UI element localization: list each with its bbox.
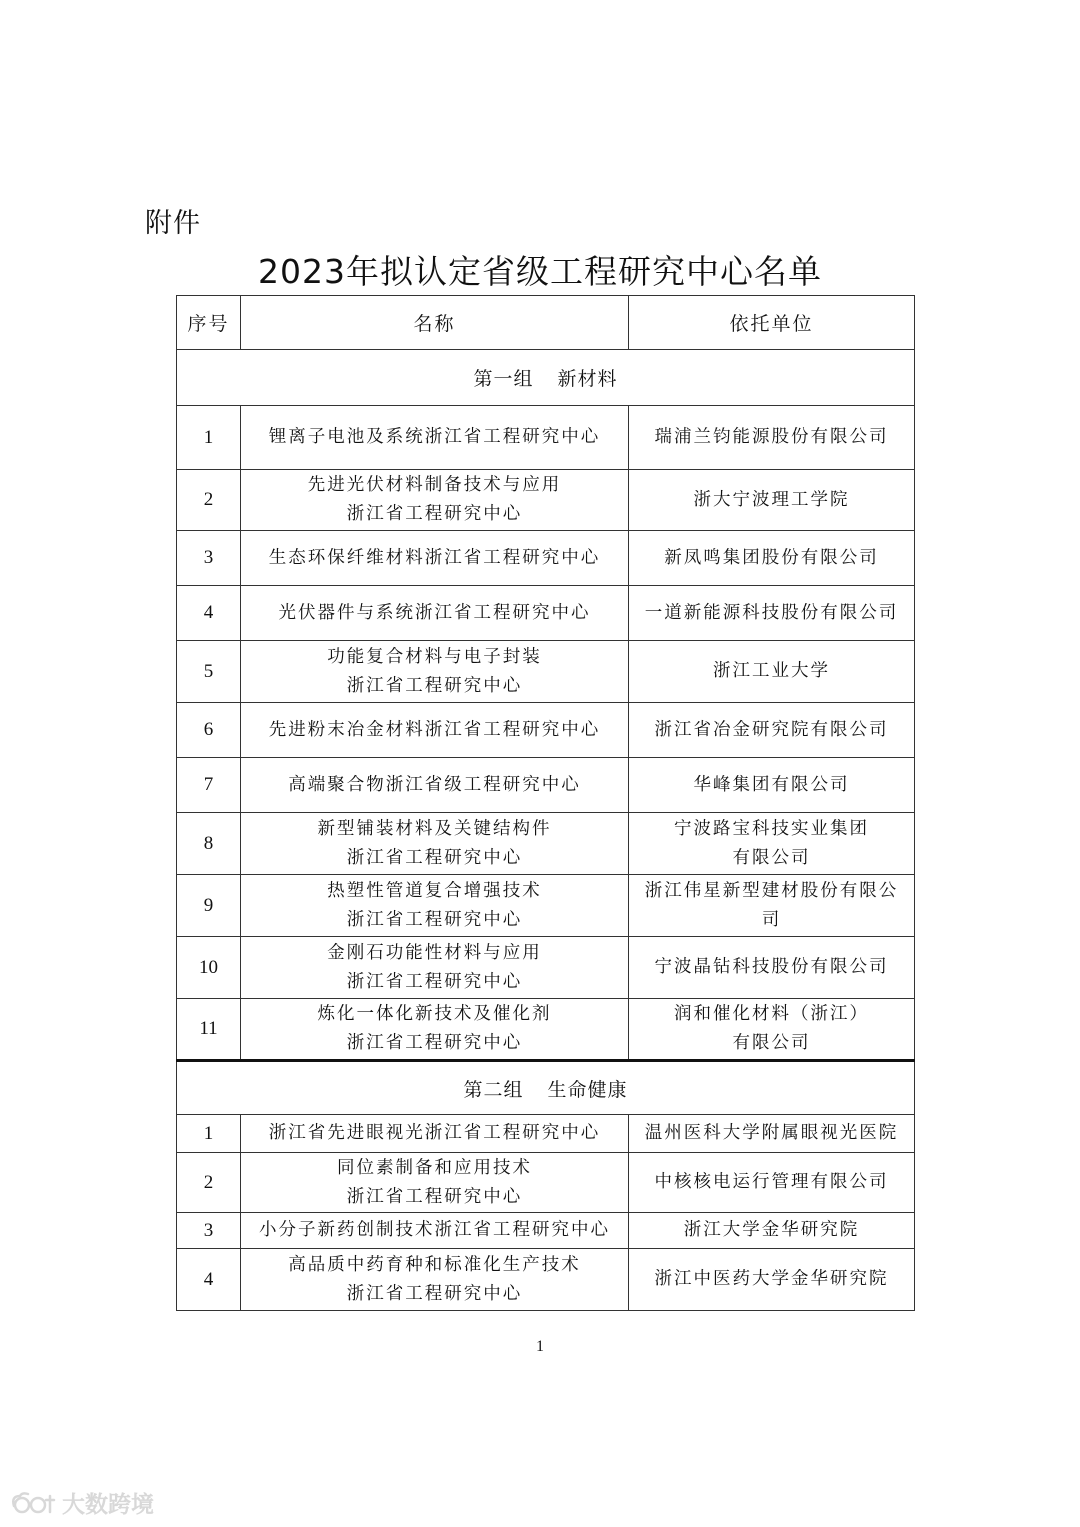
host-unit-cell	[629, 937, 915, 999]
center-name-line: 浙江省工程研究中心	[346, 847, 523, 868]
row-number: 9	[177, 875, 241, 937]
center-name-line: 浙江省工程研究中心	[346, 1033, 523, 1053]
center-name-cell	[241, 470, 629, 531]
table-row	[177, 703, 915, 758]
center-name-cell	[241, 586, 629, 641]
group-title	[177, 350, 915, 406]
host-unit-cell	[629, 813, 915, 875]
center-name-line: 浙江省工程研究中心	[346, 675, 523, 696]
center-name-line: 浙江省工程研究中心	[346, 504, 523, 524]
center-name-cell	[241, 1213, 629, 1249]
host-unit-cell	[629, 875, 915, 937]
center-name-line: 高端聚合物浙江省级工程研究中心	[288, 774, 581, 795]
header-no: 序号	[177, 296, 241, 350]
center-name-line: 小分子新药创制技术浙江省工程研究中心	[259, 1220, 610, 1240]
host-unit-cell	[629, 1115, 915, 1153]
row-number: 4	[177, 1249, 241, 1311]
center-name-line: 浙江省先进眼视光浙江省工程研究中心	[268, 1123, 601, 1143]
row-number: 10	[177, 937, 241, 999]
table-row	[177, 470, 915, 531]
host-unit-cell	[629, 1153, 915, 1213]
host-unit-line: 华峰集团有限公司	[693, 774, 850, 795]
header-name: 名称	[241, 296, 629, 350]
attachment-label: 附件	[145, 208, 201, 239]
center-name-cell	[241, 813, 629, 875]
table-row	[177, 1153, 915, 1213]
host-unit-line: 温州医科大学附属眼视光医院	[644, 1123, 899, 1143]
row-number: 1	[177, 1115, 241, 1153]
center-name-cell	[241, 758, 629, 813]
center-name-cell	[241, 1115, 629, 1153]
center-name-cell	[241, 641, 629, 703]
table-row	[177, 758, 915, 813]
page-number: 1	[536, 1338, 544, 1355]
table-header-row	[177, 296, 915, 350]
center-name-cell	[241, 703, 629, 758]
host-unit-line: 有限公司	[732, 847, 811, 868]
table-row	[177, 999, 915, 1061]
row-number: 4	[177, 586, 241, 641]
table-row	[177, 875, 915, 937]
host-unit-line: 浙江伟星新型建材股份有限公	[644, 880, 899, 901]
center-name-line: 先进光伏材料制备技术与应用	[307, 475, 562, 495]
center-name-line: 热塑性管道复合增强技术	[327, 880, 542, 901]
group-index: 第一组	[473, 368, 534, 390]
center-name-line: 金刚石功能性材料与应用	[327, 942, 542, 963]
group-name: 新材料	[557, 368, 618, 390]
row-number: 6	[177, 703, 241, 758]
watermark	[8, 1486, 154, 1519]
watermark-logo-icon	[8, 1490, 58, 1516]
host-unit-line: 宁波路宝科技实业集团	[674, 818, 869, 839]
host-unit-cell	[629, 1249, 915, 1311]
center-list-table	[176, 295, 915, 1311]
host-unit-line: 有限公司	[732, 1033, 811, 1053]
host-unit-cell	[629, 470, 915, 531]
host-unit-line: 瑞浦兰钧能源股份有限公司	[654, 427, 889, 447]
watermark-text: 大数跨境	[62, 1492, 154, 1518]
host-unit-line: 中核核电运行管理有限公司	[654, 1172, 889, 1192]
center-name-line: 浙江省工程研究中心	[346, 1186, 523, 1207]
host-unit-cell	[629, 758, 915, 813]
center-name-line: 生态环保纤维材料浙江省工程研究中心	[268, 547, 601, 568]
table-row	[177, 586, 915, 641]
center-name-line: 高品质中药育种和标准化生产技术	[288, 1254, 581, 1275]
host-unit-line: 浙江工业大学	[713, 661, 830, 681]
row-number: 8	[177, 813, 241, 875]
row-number: 11	[177, 999, 241, 1061]
host-unit-cell	[629, 703, 915, 758]
center-name-line: 浙江省工程研究中心	[346, 971, 523, 992]
center-name-line: 炼化一体化新技术及催化剂	[317, 1004, 552, 1024]
group-title	[177, 1061, 915, 1115]
center-name-cell	[241, 406, 629, 470]
host-unit-line: 宁波晶钻科技股份有限公司	[654, 957, 889, 977]
center-name-line: 光伏器件与系统浙江省工程研究中心	[278, 602, 591, 623]
host-unit-line: 润和催化材料（浙江）	[674, 1004, 869, 1024]
host-unit-line: 浙江大学金华研究院	[683, 1220, 860, 1240]
host-unit-line: 司	[761, 909, 782, 930]
center-name-line: 功能复合材料与电子封装	[327, 646, 542, 667]
center-name-cell	[241, 1249, 629, 1311]
center-name-cell	[241, 875, 629, 937]
center-name-cell	[241, 1153, 629, 1213]
host-unit-cell	[629, 1213, 915, 1249]
center-name-cell	[241, 999, 629, 1061]
row-number: 2	[177, 470, 241, 531]
center-name-line: 先进粉末冶金材料浙江省工程研究中心	[268, 719, 601, 740]
center-name-line: 同位素制备和应用技术	[337, 1157, 532, 1178]
host-unit-cell	[629, 406, 915, 470]
group-row	[177, 1061, 915, 1115]
center-name-line: 浙江省工程研究中心	[346, 909, 523, 930]
host-unit-line: 浙大宁波理工学院	[693, 489, 850, 510]
row-number: 1	[177, 406, 241, 470]
table-row	[177, 406, 915, 470]
center-name-line: 浙江省工程研究中心	[346, 1283, 523, 1304]
host-unit-cell	[629, 999, 915, 1061]
host-unit-line: 一道新能源科技股份有限公司	[644, 602, 899, 623]
row-number: 2	[177, 1153, 241, 1213]
host-unit-cell	[629, 586, 915, 641]
group-row	[177, 350, 915, 406]
host-unit-line: 浙江中医药大学金华研究院	[654, 1269, 889, 1289]
host-unit-cell	[629, 641, 915, 703]
center-name-line: 锂离子电池及系统浙江省工程研究中心	[268, 427, 601, 447]
table-row	[177, 1249, 915, 1311]
table-row	[177, 937, 915, 999]
group-name: 生命健康	[547, 1078, 628, 1101]
row-number: 5	[177, 641, 241, 703]
table-row	[177, 813, 915, 875]
row-number: 3	[177, 531, 241, 586]
center-name-cell	[241, 531, 629, 586]
table-row	[177, 641, 915, 703]
table-row	[177, 1213, 915, 1249]
center-name-line: 新型铺装材料及关键结构件	[317, 818, 552, 839]
host-unit-line: 新凤鸣集团股份有限公司	[664, 547, 879, 568]
header-unit: 依托单位	[629, 296, 915, 350]
group-index: 第二组	[463, 1078, 524, 1101]
table-row	[177, 1115, 915, 1153]
row-number: 7	[177, 758, 241, 813]
host-unit-cell	[629, 531, 915, 586]
table-row	[177, 531, 915, 586]
document-title: 2023年拟认定省级工程研究中心名单	[258, 252, 822, 291]
host-unit-line: 浙江省冶金研究院有限公司	[654, 719, 889, 740]
row-number: 3	[177, 1213, 241, 1249]
center-name-cell	[241, 937, 629, 999]
